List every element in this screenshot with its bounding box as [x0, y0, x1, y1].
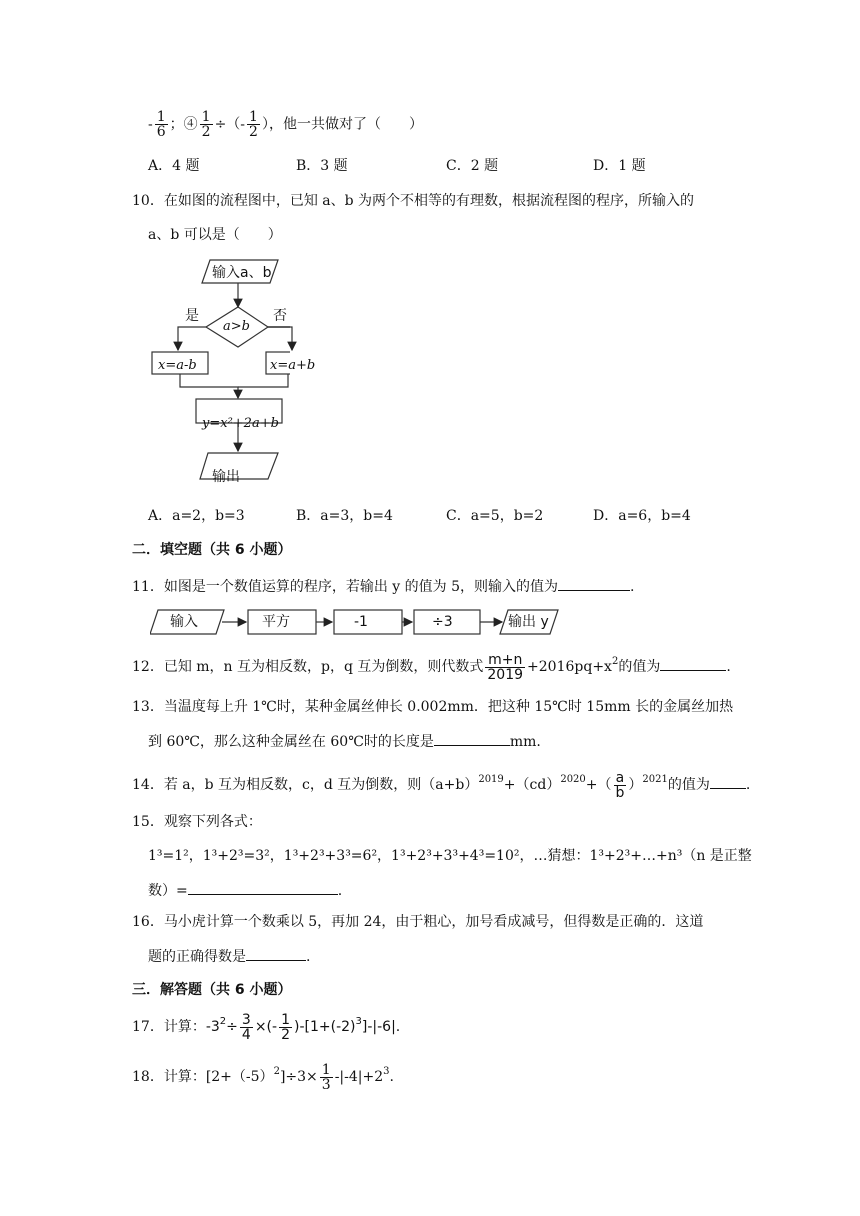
q9-option-d: D．1 题 — [593, 158, 646, 174]
fraction: $\frac{m+n}{2019}$ — [487, 651, 524, 683]
q15-line2: 1³=1²，1³+2³=3²，1³+2³+3³=6²，1³+2³+3³+4³=10²，…猜想：1³+2³+…+n³（n 是正整 — [148, 848, 752, 864]
q13-line2: 到 60℃，那么这种金属丝在 60℃时的长度是 mm. — [148, 731, 541, 752]
flow-yes-label: 是 — [185, 308, 199, 324]
flow-left-box-label: x=a-b — [158, 358, 197, 373]
q11-flow-step-5: 输出 y — [508, 614, 549, 630]
fraction: $\frac{1}{6}$ — [156, 109, 166, 140]
q9-option-a: A．4 题 — [148, 158, 200, 174]
q13-line1: 13．当温度每上升 1℃时，某种金属丝伸长 0.002mm．把这种 15℃时 15mm 长的金属丝加热 — [132, 699, 734, 715]
q11-flow-step-1: 输入 — [170, 614, 198, 630]
q11-flow-step-2: 平方 — [262, 614, 290, 630]
flow-output-label: 输出 — [212, 469, 240, 485]
q16-line2: 题的正确得数是 . — [148, 946, 310, 967]
q10-option-a: A．a=2，b=3 — [148, 508, 245, 524]
q10-line1: 10．在如图的流程图中，已知 a、b 为两个不相等的有理数，根据流程图的程序，所输入的 — [132, 193, 695, 209]
flow-cond-label: a>b — [223, 319, 250, 334]
q10-line2: a、b 可以是（ ） — [148, 227, 282, 243]
flow-right-box-label: x=a+b — [270, 358, 316, 373]
flow-formula-label: y=x²+2a+b — [202, 416, 279, 431]
q15-line1: 15．观察下列各式： — [132, 814, 262, 830]
q11-line: 11．如图是一个数值运算的程序，若输出 y 的值为 5，则输入的值为 . — [132, 576, 634, 597]
fraction: $\frac{1}{2}$ — [201, 109, 211, 140]
q9-line: - $\frac{1}{6}$ ；④ $\frac{1}{2}$ ÷（- $\frac{1}{2}$ ），他一共做对了（ ） — [148, 109, 423, 140]
q11-flow-step-4: ÷3 — [432, 614, 453, 630]
q10-option-c: C．a=5，b=2 — [446, 508, 544, 524]
q10-option-d: D．a=6，b=4 — [593, 508, 691, 524]
section2-heading: 二．填空题（共 6 小题） — [132, 542, 292, 558]
fraction: $\frac{1}{3}$ — [321, 1061, 331, 1093]
flow-input-label: 输入a、b — [212, 265, 272, 281]
q14-line: 14．若 a，b 互为相反数，c，d 互为倒数，则$(a+b)^{2019}+(cd)^{2020}+$（ $\frac{a}{b}$ ）$^{2021}$的值为 . — [132, 769, 751, 801]
q15-line3: 数）= . — [148, 880, 342, 901]
q16-line1: 16．马小虎计算一个数乘以 5，再加 24，由于粗心，加号看成减号，但得数是正确的．这道 — [132, 914, 704, 930]
fraction: $\frac{1}{2}$ — [249, 109, 258, 140]
q11-flow-step-3: -1 — [354, 614, 368, 630]
q17-line: 17．计算：$-3^2\div$ $\frac{3}{4}$ ×(- $\frac{1}{2}$ )$-[1+(-2)^3]-|-6|$. — [132, 1011, 401, 1043]
q9-option-b: B．3 题 — [296, 158, 348, 174]
fraction: $\frac{a}{b}$ — [615, 769, 625, 801]
q9-option-c: C．2 题 — [446, 158, 499, 174]
q10-option-b: B．a=3，b=4 — [296, 508, 393, 524]
q18-line: 18．计算：$[2+(-5)^2]\div 3\times$ $\frac{1}{3}$ $-|-4|+2^3$. — [132, 1061, 394, 1093]
flow-no-label: 否 — [273, 308, 287, 324]
fraction: $\frac{1}{2}$ — [281, 1011, 290, 1043]
q12-line: 12．已知 m，n 互为相反数，p，q 互为倒数，则代数式 $\frac{m+n}{2019}$ $+2016pq+x^2$的值为 . — [132, 651, 731, 683]
fraction: $\frac{3}{4}$ — [241, 1011, 251, 1043]
section3-heading: 三．解答题（共 6 小题） — [132, 982, 292, 998]
